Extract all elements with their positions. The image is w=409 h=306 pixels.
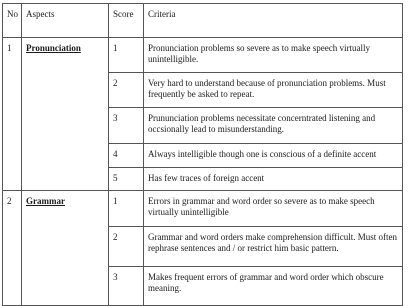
criteria-cell: Pronunciation problems so severe as to make speech virtually unintelligible. — [144, 38, 403, 73]
score-cell: 1 — [109, 191, 144, 227]
criteria-cell: Prununciation problems necessitate concerntrated listening and occsionally lead to misunderstanding. — [144, 108, 403, 144]
score-cell: 4 — [109, 144, 144, 168]
criteria-cell: Always intelligible though one is conscious of a definite accent — [144, 144, 403, 168]
criteria-cell: Very hard to understand because of pronunciation problems. Must frequently be asked to repeat. — [144, 73, 403, 108]
aspect-label-grammar: Grammar — [26, 196, 65, 206]
aspect-label-pronunciation: Pronunciation — [26, 43, 81, 53]
header-score: Score — [109, 4, 144, 38]
table-header-row — [3, 4, 403, 38]
criteria-cell: Has few traces of foreign accent — [144, 168, 403, 191]
score-cell: 3 — [109, 267, 144, 306]
aspect-cell — [22, 191, 109, 306]
table-row — [3, 38, 403, 73]
criteria-cell: Errors in grammar and word order so severe as to make speech virtually unintelligible — [144, 191, 403, 227]
score-cell: 2 — [109, 73, 144, 108]
criteria-cell: Makes frequent errors of grammar and word order which obscure meaning. — [144, 267, 403, 306]
section-number: 1 — [3, 38, 22, 191]
score-cell: 1 — [109, 38, 144, 73]
header-criteria: Criteria — [144, 4, 403, 38]
score-cell: 2 — [109, 227, 144, 267]
assessment-criteria-table — [2, 3, 403, 306]
score-cell: 3 — [109, 108, 144, 144]
criteria-cell: Grammar and word orders make comprehension difficult. Must often rephrase sentences and / or restrict him basic pattern. — [144, 227, 403, 267]
header-no: No — [3, 4, 22, 38]
section-number: 2 — [3, 191, 22, 306]
score-cell: 5 — [109, 168, 144, 191]
table-row — [3, 191, 403, 227]
aspect-cell — [22, 38, 109, 191]
header-aspects: Aspects — [22, 4, 109, 38]
